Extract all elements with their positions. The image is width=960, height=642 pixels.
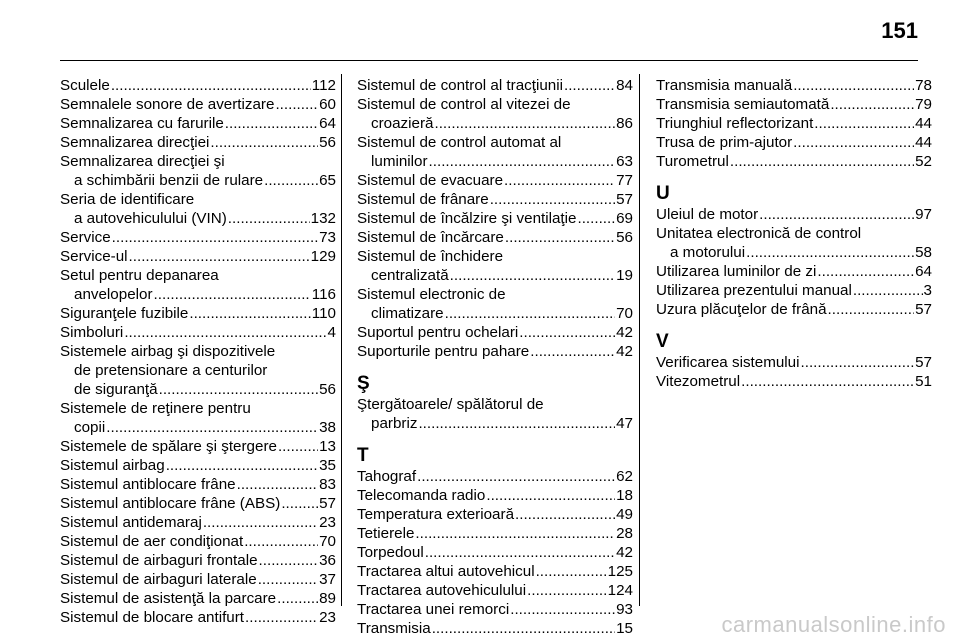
dot-leader — [515, 505, 615, 524]
index-entry — [60, 475, 336, 494]
index-entry-text: Simboluri — [60, 324, 124, 341]
index-entry — [357, 285, 633, 323]
dot-leader — [450, 266, 615, 285]
dot-leader — [741, 372, 914, 391]
index-letter-heading: Ş — [357, 373, 370, 394]
index-entry-text: Ştergătoarele/ spălătorul de — [357, 396, 544, 413]
index-page-number: 125 — [607, 563, 633, 580]
index-entry-text: climatizare — [371, 305, 444, 322]
dot-leader — [730, 152, 914, 171]
index-entry — [656, 114, 932, 133]
index-page-number: 129 — [310, 248, 336, 265]
index-page-number: 69 — [616, 210, 633, 227]
index-page-number: 70 — [616, 305, 633, 322]
dot-leader — [244, 532, 318, 551]
dot-leader — [281, 494, 318, 513]
index-page-number: 42 — [616, 544, 633, 561]
index-page-number: 51 — [915, 373, 932, 390]
dot-leader — [564, 76, 615, 95]
index-page-number: 64 — [915, 263, 932, 280]
index-entry-text: Sistemul de blocare antifurt — [60, 609, 245, 626]
index-entry — [357, 486, 633, 505]
index-page-number: 44 — [915, 134, 932, 151]
index-entry — [656, 152, 932, 171]
index-entry — [60, 228, 336, 247]
index-entry-text: Siguranţele fuzibile — [60, 305, 189, 322]
index-entry — [357, 524, 633, 543]
dot-leader — [154, 285, 311, 304]
index-page-number: 47 — [616, 415, 633, 432]
index-entry-text: Transmisia — [357, 620, 431, 637]
index-entry-text: centralizată — [371, 267, 449, 284]
dot-leader — [418, 414, 615, 433]
watermark: carmanualsonline.info — [721, 612, 946, 637]
index-entry-text: anvelopelor — [74, 286, 153, 303]
dot-leader — [129, 247, 310, 266]
index-entry — [60, 323, 336, 342]
index-entry-text: Turometrul — [656, 153, 729, 170]
index-page-number: 38 — [319, 419, 336, 436]
index-page-number: 44 — [915, 115, 932, 132]
index-entry-text: de pretensionare a centurilor — [74, 362, 268, 379]
index-letter-heading: V — [656, 331, 669, 352]
index-page-number: 62 — [616, 468, 633, 485]
dot-leader — [746, 243, 914, 262]
dot-leader — [527, 581, 607, 600]
page-number: 151 — [881, 18, 918, 43]
index-entry-text: croazieră — [371, 115, 434, 132]
dot-leader — [124, 323, 326, 342]
dot-leader — [432, 619, 615, 638]
index-page-number: 63 — [616, 153, 633, 170]
dot-leader — [245, 608, 318, 627]
index-entry — [656, 224, 932, 262]
index-entry — [60, 551, 336, 570]
dot-leader — [530, 342, 615, 361]
index-entry-text: Service — [60, 229, 111, 246]
dot-leader — [490, 190, 615, 209]
index-page-number: 42 — [616, 343, 633, 360]
index-entry — [357, 395, 633, 433]
dot-leader — [504, 171, 615, 190]
index-entry-text: Semnalizarea cu farurile — [60, 115, 224, 132]
index-entry-text: Torpedoul — [357, 544, 424, 561]
index-entry — [357, 467, 633, 486]
dot-leader — [166, 456, 318, 475]
index-entry — [60, 95, 336, 114]
index-entry — [60, 437, 336, 456]
index-page-number: 77 — [616, 172, 633, 189]
index-entry-text: luminilor — [371, 153, 428, 170]
index-page-number: 57 — [915, 354, 932, 371]
index-entry — [357, 562, 633, 581]
dot-leader — [434, 114, 615, 133]
index-page-number: 64 — [319, 115, 336, 132]
dot-leader — [536, 562, 607, 581]
index-entry — [60, 513, 336, 532]
index-entry-text: Sistemele de spălare şi ştergere — [60, 438, 277, 455]
index-entry-text: Sistemul de evacuare — [357, 172, 504, 189]
dot-leader — [225, 114, 318, 133]
index-entry-text: de siguranţă — [74, 381, 158, 398]
dot-leader — [793, 133, 914, 152]
dot-leader — [210, 133, 318, 152]
index-entry — [357, 505, 633, 524]
index-page-number: 112 — [311, 77, 336, 94]
index-entry-text: Tractarea unei remorci — [357, 601, 510, 618]
index-page-number: 52 — [915, 153, 932, 170]
index-entry-text: Trusa de prim-ajutor — [656, 134, 793, 151]
index-page-number: 83 — [319, 476, 336, 493]
index-entry-text: Suportul pentru ochelari — [357, 324, 519, 341]
dot-leader — [189, 304, 310, 323]
index-page-number: 57 — [616, 191, 633, 208]
index-letter-heading: U — [656, 183, 670, 204]
index-entry-text: Uleiul de motor — [656, 206, 759, 223]
index-entry — [357, 133, 633, 171]
index-entry-text: Semnalizarea direcţiei — [60, 134, 210, 151]
index-entry-text: parbriz — [371, 415, 418, 432]
index-entry — [357, 619, 633, 638]
index-entry — [60, 494, 336, 513]
index-page-number: 60 — [319, 96, 336, 113]
index-entry — [60, 589, 336, 608]
index-entry-text: Sistemul de airbaguri laterale — [60, 571, 257, 588]
index-page-number: 56 — [319, 134, 336, 151]
index-page-number: 23 — [319, 609, 336, 626]
dot-leader — [793, 76, 914, 95]
index-entry — [656, 133, 932, 152]
index-entry — [60, 266, 336, 304]
index-entry-text: Sistemul de airbaguri frontale — [60, 552, 258, 569]
index-page-number: 35 — [319, 457, 336, 474]
index-page-number: 57 — [319, 495, 336, 512]
index-entry — [357, 209, 633, 228]
index-entry-text: Verificarea sistemului — [656, 354, 800, 371]
index-entry — [357, 581, 633, 600]
index-page-number: 79 — [915, 96, 932, 113]
index-entry — [357, 76, 633, 95]
index-entry-text: Sistemul de control al vitezei de — [357, 96, 571, 113]
index-entry — [60, 342, 336, 399]
index-page-number: 13 — [319, 438, 336, 455]
dot-leader — [264, 171, 318, 190]
index-entry — [656, 76, 932, 95]
index-entry — [60, 76, 336, 95]
index-entry — [60, 608, 336, 627]
dot-leader — [237, 475, 319, 494]
index-page-number: 3 — [923, 282, 932, 299]
dot-leader — [577, 209, 615, 228]
index-page-number: 15 — [616, 620, 633, 637]
index-page-number: 4 — [327, 324, 336, 341]
dot-leader — [425, 543, 615, 562]
index-entry-text: Sistemul de asistenţă la parcare — [60, 590, 277, 607]
dot-leader — [759, 205, 914, 224]
index-entry-text: a schimbării benzii de rulare — [74, 172, 264, 189]
index-entry-text: Sistemul de control automat al — [357, 134, 562, 151]
index-entry — [60, 532, 336, 551]
index-page-number: 58 — [915, 244, 932, 261]
index-page-number: 124 — [607, 582, 633, 599]
dot-leader — [278, 437, 318, 456]
index-entry-text: Sistemul antiblocare frâne — [60, 476, 236, 493]
index-entry — [656, 262, 932, 281]
index-entry — [60, 456, 336, 475]
dot-leader — [228, 209, 310, 228]
index-entry-text: Uzura plăcuţelor de frână — [656, 301, 827, 318]
dot-leader — [828, 300, 915, 319]
dot-leader — [429, 152, 616, 171]
index-entry — [656, 205, 932, 224]
index-entry — [357, 342, 633, 361]
index-entry-text: Sistemul de închidere — [357, 248, 504, 265]
index-page-number: 18 — [616, 487, 633, 504]
index-entry — [60, 133, 336, 152]
index-page-number: 93 — [616, 601, 633, 618]
index-entry-text: Sistemul antidemaraj — [60, 514, 202, 531]
index-page-number: 57 — [915, 301, 932, 318]
index-entry-text: Sistemele airbag şi dispozitivele — [60, 343, 276, 360]
index-page-number: 36 — [319, 552, 336, 569]
index-entry — [656, 281, 932, 300]
index-page-number: 78 — [915, 77, 932, 94]
index-entry-text: Vitezometrul — [656, 373, 741, 390]
index-page-number: 49 — [616, 506, 633, 523]
index-page-number: 84 — [616, 77, 633, 94]
index-entry-text: Tractarea autovehiculului — [357, 582, 527, 599]
index-entry — [60, 247, 336, 266]
dot-leader — [106, 418, 318, 437]
index-entry-text: Tetierele — [357, 525, 415, 542]
dot-leader — [111, 76, 311, 95]
dot-leader — [445, 304, 616, 323]
index-entry-text: Semnalizarea direcţiei şi — [60, 153, 225, 170]
dot-leader — [486, 486, 615, 505]
index-page-number: 23 — [319, 514, 336, 531]
index-entry-text: Setul pentru depanarea — [60, 267, 219, 284]
index-page-number: 70 — [319, 533, 336, 550]
dot-leader — [112, 228, 318, 247]
index-entry-text: Temperatura exterioară — [357, 506, 515, 523]
index-entry — [357, 190, 633, 209]
index-entry-text: Sistemul electronic de — [357, 286, 506, 303]
dot-leader — [259, 551, 319, 570]
index-entry-text: Sistemele de reţinere pentru — [60, 400, 251, 417]
header-rule — [60, 60, 918, 61]
index-entry — [60, 399, 336, 437]
dot-leader — [817, 262, 914, 281]
index-letter-heading: T — [357, 445, 369, 466]
column-divider-2 — [639, 74, 640, 606]
index-entry — [357, 600, 633, 619]
index-page-number: 65 — [319, 172, 336, 189]
index-page-number: 116 — [311, 286, 336, 303]
index-page-number: 56 — [616, 229, 633, 246]
index-page-number: 132 — [310, 210, 336, 227]
index-entry-text: a motorului — [670, 244, 746, 261]
index-entry — [60, 570, 336, 589]
index-entry — [357, 95, 633, 133]
index-entry — [357, 228, 633, 247]
index-entry — [60, 304, 336, 323]
index-entry-text: Sculele — [60, 77, 110, 94]
dot-leader — [519, 323, 615, 342]
index-page-number: 73 — [319, 229, 336, 246]
index-entry-text: Sistemul de aer condiţionat — [60, 533, 244, 550]
dot-leader — [258, 570, 318, 589]
column-divider-1 — [341, 74, 342, 606]
dot-leader — [814, 114, 914, 133]
index-entry — [656, 372, 932, 391]
dot-leader — [203, 513, 318, 532]
index-entry — [357, 543, 633, 562]
index-entry — [656, 300, 932, 319]
dot-leader — [275, 95, 318, 114]
index-entry-text: Transmisia manuală — [656, 77, 793, 94]
index-page-number: 42 — [616, 324, 633, 341]
index-entry — [357, 247, 633, 285]
index-entry-text: Tahograf — [357, 468, 417, 485]
index-page-number: 86 — [616, 115, 633, 132]
index-entry — [656, 353, 932, 372]
index-entry-text: Sistemul de frânare — [357, 191, 489, 208]
index-page-number: 110 — [311, 305, 336, 322]
index-entry-text: Unitatea electronică de control — [656, 225, 862, 242]
index-page-number: 28 — [616, 525, 633, 542]
index-entry-text: Tractarea altui autovehicul — [357, 563, 535, 580]
index-entry-text: Service-ul — [60, 248, 128, 265]
index-entry-text: Triunghiul reflectorizant — [656, 115, 814, 132]
index-entry-text: Sistemul de control al tracţiunii — [357, 77, 563, 94]
index-entry-text: Semnalele sonore de avertizare — [60, 96, 275, 113]
index-entry-text: Seria de identificare — [60, 191, 195, 208]
index-entry-text: Telecomanda radio — [357, 487, 486, 504]
index-entry-text: Suporturile pentru pahare — [357, 343, 530, 360]
dot-leader — [505, 228, 615, 247]
index-page-number: 89 — [319, 590, 336, 607]
index-page-number: 97 — [915, 206, 932, 223]
index-entry — [60, 190, 336, 228]
index-entry-text: Sistemul antiblocare frâne (ABS) — [60, 495, 281, 512]
dot-leader — [159, 380, 319, 399]
index-entry — [60, 152, 336, 190]
dot-leader — [510, 600, 615, 619]
index-entry — [656, 95, 932, 114]
dot-leader — [417, 467, 615, 486]
index-entry-text: Utilizarea luminilor de zi — [656, 263, 817, 280]
index-entry-text: Transmisia semiautomată — [656, 96, 830, 113]
index-entry — [357, 171, 633, 190]
index-entry — [357, 323, 633, 342]
dot-leader — [415, 524, 615, 543]
index-entry-text: copii — [74, 419, 106, 436]
index-entry-text: Utilizarea prezentului manual — [656, 282, 852, 299]
dot-leader — [277, 589, 318, 608]
index-entry-text: Sistemul airbag — [60, 457, 165, 474]
index-page-number: 56 — [319, 381, 336, 398]
index-entry — [60, 114, 336, 133]
index-entry-text: Sistemul de încălzire şi ventilaţie — [357, 210, 577, 227]
index-page-number: 19 — [616, 267, 633, 284]
dot-leader — [801, 353, 915, 372]
index-column-1 — [60, 76, 336, 627]
index-column-3 — [656, 76, 932, 391]
dot-leader — [853, 281, 923, 300]
dot-leader — [830, 95, 914, 114]
index-entry-text: Sistemul de încărcare — [357, 229, 504, 246]
index-page-number: 37 — [319, 571, 336, 588]
index-entry-text: a autovehiculului (VIN) — [74, 210, 227, 227]
index-column-2 — [357, 76, 633, 638]
